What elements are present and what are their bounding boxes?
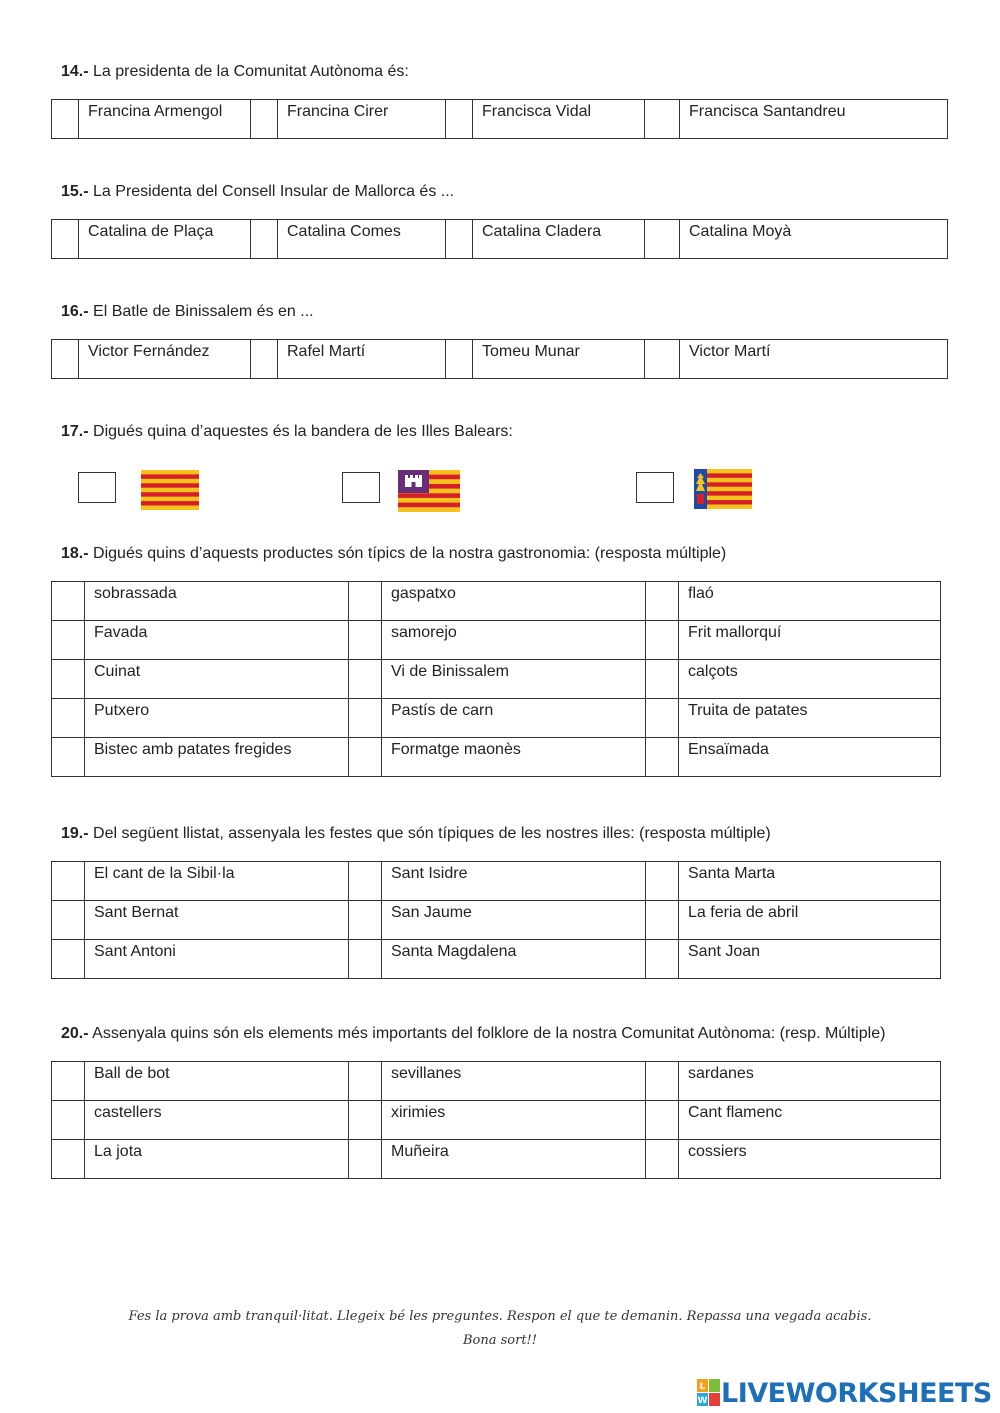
option: El cant de la Sibil·la (85, 862, 349, 901)
option: Catalina de Plaça (79, 220, 251, 259)
checkbox[interactable] (646, 1062, 679, 1101)
badge-letter: L (699, 1382, 706, 1392)
question-14 (61, 62, 409, 82)
checkbox[interactable] (52, 699, 85, 738)
option: samorejo (382, 621, 646, 660)
question-text: El Batle de Binissalem és en ... (93, 303, 314, 320)
liveworksheets-badge-icon (697, 1379, 721, 1407)
option: Rafel Martí (278, 340, 446, 379)
checkbox[interactable] (646, 582, 679, 621)
checkbox[interactable] (52, 1101, 85, 1140)
logo-text: LIVEWORKSHEETS (721, 1377, 992, 1409)
q16-options (51, 339, 948, 379)
option: Frit mallorquí (679, 621, 941, 660)
liveworksheets-logo[interactable] (697, 1378, 992, 1408)
option: Muñeira (382, 1140, 646, 1179)
option: Sant Joan (679, 940, 941, 979)
checkbox[interactable] (349, 699, 382, 738)
option: castellers (85, 1101, 349, 1140)
option: Catalina Cladera (473, 220, 645, 259)
checkbox[interactable] (52, 660, 85, 699)
checkbox[interactable] (52, 100, 79, 139)
question-number: 18.- (61, 545, 89, 562)
option: cossiers (679, 1140, 941, 1179)
checkbox[interactable] (349, 1140, 382, 1179)
option: Sant Isidre (382, 862, 646, 901)
option: Ball de bot (85, 1062, 349, 1101)
q20-options (51, 1061, 941, 1179)
checkbox[interactable] (646, 901, 679, 940)
checkbox[interactable] (52, 901, 85, 940)
checkbox[interactable] (646, 621, 679, 660)
option: La feria de abril (679, 901, 941, 940)
checkbox[interactable] (52, 582, 85, 621)
checkbox[interactable] (349, 582, 382, 621)
option: Sant Bernat (85, 901, 349, 940)
option: flaó (679, 582, 941, 621)
catalonia-flag (141, 470, 199, 510)
q14-options (51, 99, 948, 139)
q18-options (51, 581, 941, 777)
option: Sant Antoni (85, 940, 349, 979)
checkbox[interactable] (251, 340, 278, 379)
checkbox[interactable] (52, 862, 85, 901)
checkbox[interactable] (646, 940, 679, 979)
option: Truita de patates (679, 699, 941, 738)
footer-instructions: Fes la prova amb tranquil·litat. Llegeix bé les preguntes. Respon el que te demanin. Repassa una vegada acabis. (128, 1309, 872, 1324)
checkbox[interactable] (446, 220, 473, 259)
footer-good-luck: Bona sort!! (462, 1333, 538, 1348)
option: Francina Cirer (278, 100, 446, 139)
option: calçots (679, 660, 941, 699)
checkbox[interactable] (446, 100, 473, 139)
question-18 (61, 544, 726, 564)
checkbox[interactable] (251, 100, 278, 139)
checkbox[interactable] (349, 901, 382, 940)
question-number: 17.- (61, 423, 89, 440)
checkbox[interactable] (349, 738, 382, 777)
flag-checkbox-1[interactable] (78, 472, 116, 503)
option: sardanes (679, 1062, 941, 1101)
option: Santa Magdalena (382, 940, 646, 979)
question-text: Digués quins d’aquests productes són típics de la nostra gastronomia: (resposta múltiple) (93, 545, 727, 562)
question-15 (61, 182, 454, 202)
checkbox[interactable] (349, 1101, 382, 1140)
option: Tomeu Munar (473, 340, 645, 379)
checkbox[interactable] (52, 1140, 85, 1179)
option: San Jaume (382, 901, 646, 940)
question-number: 14.- (61, 63, 89, 80)
option: Santa Marta (679, 862, 941, 901)
checkbox[interactable] (646, 738, 679, 777)
checkbox[interactable] (52, 340, 79, 379)
checkbox[interactable] (52, 940, 85, 979)
checkbox[interactable] (645, 220, 680, 259)
option: Putxero (85, 699, 349, 738)
checkbox[interactable] (646, 1101, 679, 1140)
question-text: Assenyala quins són els elements més importants del folklore de la nostra Comunitat Autònoma: (resp. Múltiple) (92, 1025, 886, 1042)
option: Cant flamenc (679, 1101, 941, 1140)
option: xirimies (382, 1101, 646, 1140)
checkbox[interactable] (52, 1062, 85, 1101)
checkbox[interactable] (52, 738, 85, 777)
option: Pastís de carn (382, 699, 646, 738)
checkbox[interactable] (646, 1140, 679, 1179)
checkbox[interactable] (349, 862, 382, 901)
valencia-flag (694, 469, 752, 509)
question-20 (61, 1024, 885, 1044)
checkbox[interactable] (446, 340, 473, 379)
checkbox[interactable] (646, 699, 679, 738)
question-text: La presidenta de la Comunitat Autònoma és: (93, 63, 409, 80)
option: Ensaïmada (679, 738, 941, 777)
question-number: 20.- (61, 1025, 89, 1042)
option: Francisca Santandreu (680, 100, 948, 139)
option: Catalina Moyà (680, 220, 948, 259)
question-text: Digués quina d’aquestes és la bandera de les Illes Balears: (93, 423, 513, 440)
option: Victor Fernández (79, 340, 251, 379)
checkbox[interactable] (52, 621, 85, 660)
checkbox[interactable] (349, 1062, 382, 1101)
option: sevillanes (382, 1062, 646, 1101)
option: La jota (85, 1140, 349, 1179)
q19-options (51, 861, 941, 979)
checkbox[interactable] (646, 660, 679, 699)
option: gaspatxo (382, 582, 646, 621)
option: Victor Martí (680, 340, 948, 379)
question-text: La Presidenta del Consell Insular de Mallorca és ... (93, 183, 455, 200)
question-number: 15.- (61, 183, 89, 200)
checkbox[interactable] (349, 621, 382, 660)
option: Vi de Binissalem (382, 660, 646, 699)
checkbox[interactable] (645, 100, 680, 139)
option: Formatge maonès (382, 738, 646, 777)
checkbox[interactable] (52, 220, 79, 259)
question-text: Del següent llistat, assenyala les festes que són típiques de les nostres illes: (resposta múltiple) (93, 825, 771, 842)
flag-checkbox-2[interactable] (342, 472, 380, 503)
flag-checkbox-3[interactable] (636, 472, 674, 503)
question-16 (61, 302, 314, 322)
q15-options (51, 219, 948, 259)
question-19 (61, 824, 771, 844)
option: Bistec amb patates fregides (85, 738, 349, 777)
checkbox[interactable] (251, 220, 278, 259)
checkbox[interactable] (349, 660, 382, 699)
option: Francina Armengol (79, 100, 251, 139)
option: sobrassada (85, 582, 349, 621)
option: Favada (85, 621, 349, 660)
option: Cuinat (85, 660, 349, 699)
badge-letter: W (697, 1396, 708, 1406)
checkbox[interactable] (349, 940, 382, 979)
question-17 (61, 422, 513, 442)
balearic-islands-flag (398, 470, 460, 512)
checkbox[interactable] (645, 340, 680, 379)
question-number: 19.- (61, 825, 89, 842)
question-number: 16.- (61, 303, 89, 320)
checkbox[interactable] (646, 862, 679, 901)
option: Catalina Comes (278, 220, 446, 259)
option: Francisca Vidal (473, 100, 645, 139)
